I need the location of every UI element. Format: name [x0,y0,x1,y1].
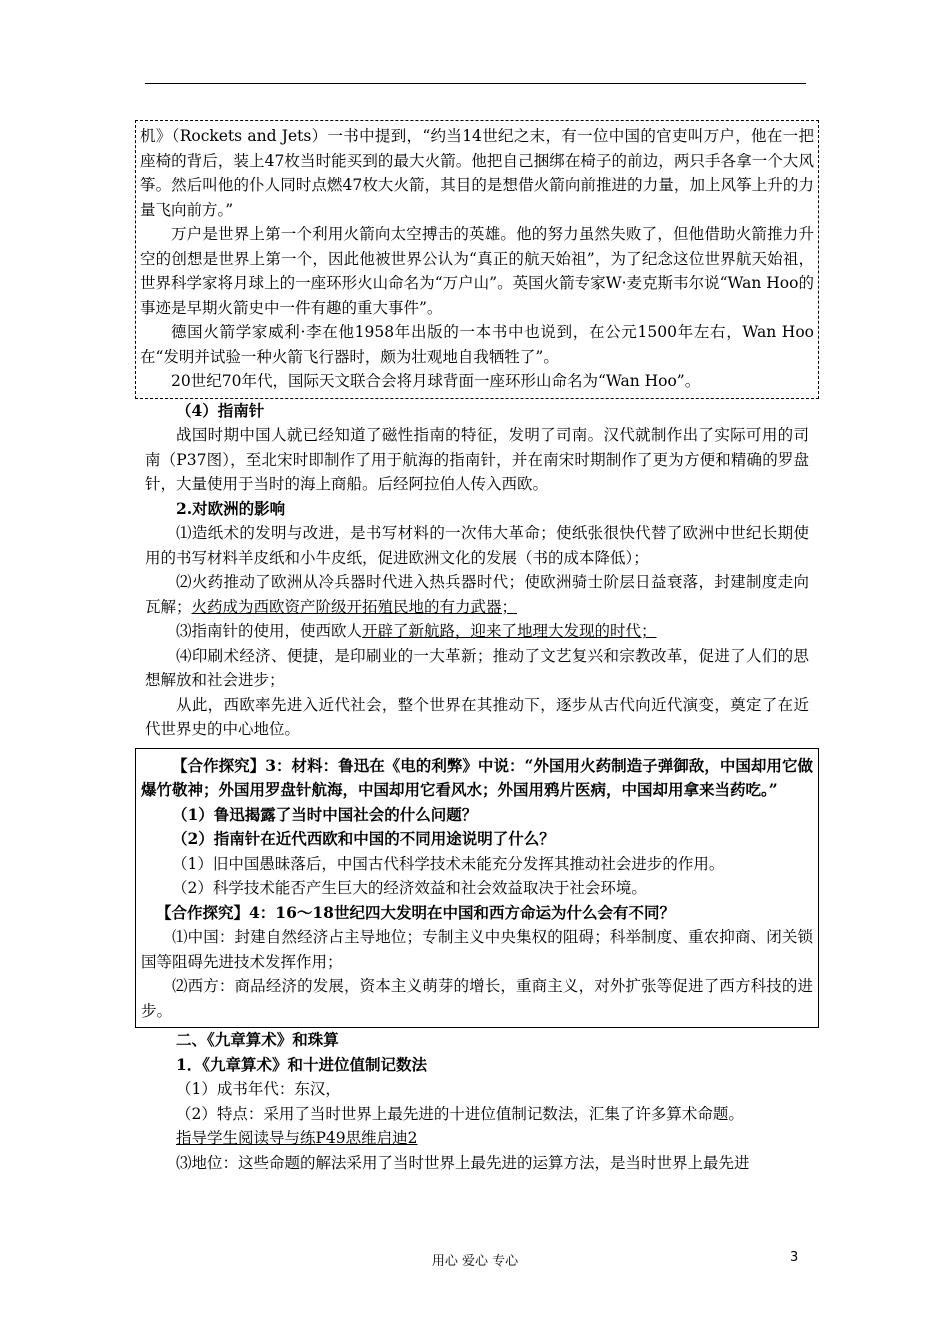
underlined-text: 火药成为西欧资产阶级开拓殖民地的有力武器； [191,597,518,616]
story-paragraph: 20世纪70年代，国际天文联合会将月球背面一座环形山命名为“Wan Hoo”。 [171,372,701,390]
math-item: ⑶地位：这些命题的解法采用了当时世界上最先进的运算方法，是当时世界上最先进 [176,1153,750,1172]
page-content [140,120,814,1175]
reading-guide-note: 指导学生阅读导与练P49思维启迪2 [176,1129,418,1147]
europe-item: ⑷印刷术经济、便捷，是印刷业的一大革新；推动了文艺复兴和宗教改革，促进了人们的思想解放和社会进步； [145,646,809,689]
answer-3-2: （2）科学技术能否产生巨大的经济效益和社会效益取决于社会环境。 [172,879,647,897]
question-3: 【合作探究】3：材料：鲁迅在《电的利弊》中说：“外国用火药制造子弹御敌，中国却用它做爆竹敬神；外国用罗盘针航海，中国却用它看风水；外国用鸦片医病，中国却用拿来当药吃。” [141,755,813,799]
page-number: 3 [790,1250,799,1265]
subsection-heading-math: 1．《九章算术》和十进位值制记数法 [176,1054,428,1074]
europe-item [145,570,809,619]
section-heading-europe: 2.对欧洲的影响 [176,498,286,518]
compass-paragraph: 战国时期中国人就已经知道了磁性指南的特征，发明了司南。汉代就制作出了实际可用的司南（P37图），至北宋时即制作了用于航海的指南针，并在南宋时期制作了更为方便和精确的罗盘针，大量使用于当时的海上商船。后经阿拉伯人传入西欧。 [145,426,809,493]
story-paragraph: 万户是世界上第一个利用火箭向太空搏击的英雄。他的努力虽然失败了，但他借助火箭推力升空的创想是世界上第一个，因此他被世界公认为“真正的航天始祖”，为了纪念这位世界航天始祖，世界科学家将月球上的一座环形火山命名为“万户山”。英国火箭专家W·麦克斯韦尔说“Wan Hoo的事迹是早期火箭史中一件有趣的重大事件”。 [140,225,814,317]
section-heading-math: 二、《九章算术》和珠算 [176,1030,339,1049]
story-paragraph: 机》（Rockets and Jets）一书中提到，“约当14世纪之末，有一位中国的官吏叫万户，他在一把座椅的背后，装上47枚当时能买到的最大火箭。他把自己捆绑在椅子的前边，两只手各拿一个大风筝。然后叫他的仆人同时点燃47枚大火箭，其目的是想借火箭向前推进的力量，加上风筝上升的力量飞向前方。” [140,127,814,219]
math-item: （1）成书年代：东汉， [176,1080,341,1098]
europe-item-text: ⑶指南针的使用，使西欧人 [176,622,363,640]
question-4-text: 4：16～18世纪四大发明在中国和西方命运为什么会有不同？ [249,902,675,922]
answer-3-1: （1）旧中国愚昧落后，中国古代科学技术未能充分发挥其推动社会进步的作用。 [172,854,725,873]
answer-4-2: ⑵西方：商品经济的发展，资本主义萌芽的增长，重商主义，对外扩张等促进了西方科技的进步。 [141,977,813,1020]
story-box [135,120,819,399]
question-4-label: 【合作探究】 [156,902,250,922]
question-3-1: （1）鲁迅揭露了当时中国社会的什么问题？ [172,804,478,824]
underlined-text: 开辟了新航路，迎来了地理大发现的时代； [362,622,657,640]
europe-summary: 从此，西欧率先进入近代社会，整个世界在其推动下，逐步从古代向近代演变，奠定了在近代世界史的中心地位。 [145,695,809,738]
europe-item-text: ⑵火药推动了欧洲从冷兵器时代进入热兵器时代；使欧洲骑士阶层日益衰落，封建制度走向瓦解； [145,573,809,616]
math-item: （2）特点：采用了当时世界上最先进的十进位值制记数法，汇集了许多算术命题。 [176,1104,744,1123]
section-heading-compass: （4）指南针 [176,400,265,420]
cooperation-box [135,748,819,1029]
story-paragraph: 德国火箭学家威利·李在他1958年出版的一本书中也说到，在公元1500年左右，Wan Hoo在“发明并试验一种火箭飞行器时，颇为壮观地自我牺牲了”。 [140,323,814,366]
header-rule [145,83,806,84]
europe-item: ⑴造纸术的发明与改进，是书写材料的一次伟大革命；使纸张很快代替了欧洲中世纪长期使用的书写材料羊皮纸和小牛皮纸，促进欧洲文化的发展（书的成本降低）； [145,524,809,567]
question-4 [141,901,813,926]
question-3-2: （2）指南针在近代西欧和中国的不同用途说明了什么？ [172,829,555,848]
footer-motto: 用心 爱心 专心 [431,1254,519,1269]
answer-4-1: ⑴中国：封建自然经济占主导地位；专制主义中央集权的阻碍；科举制度、重农抑商、闭关锁国等阻碍先进技术发挥作用； [141,928,813,971]
europe-item [145,619,809,644]
